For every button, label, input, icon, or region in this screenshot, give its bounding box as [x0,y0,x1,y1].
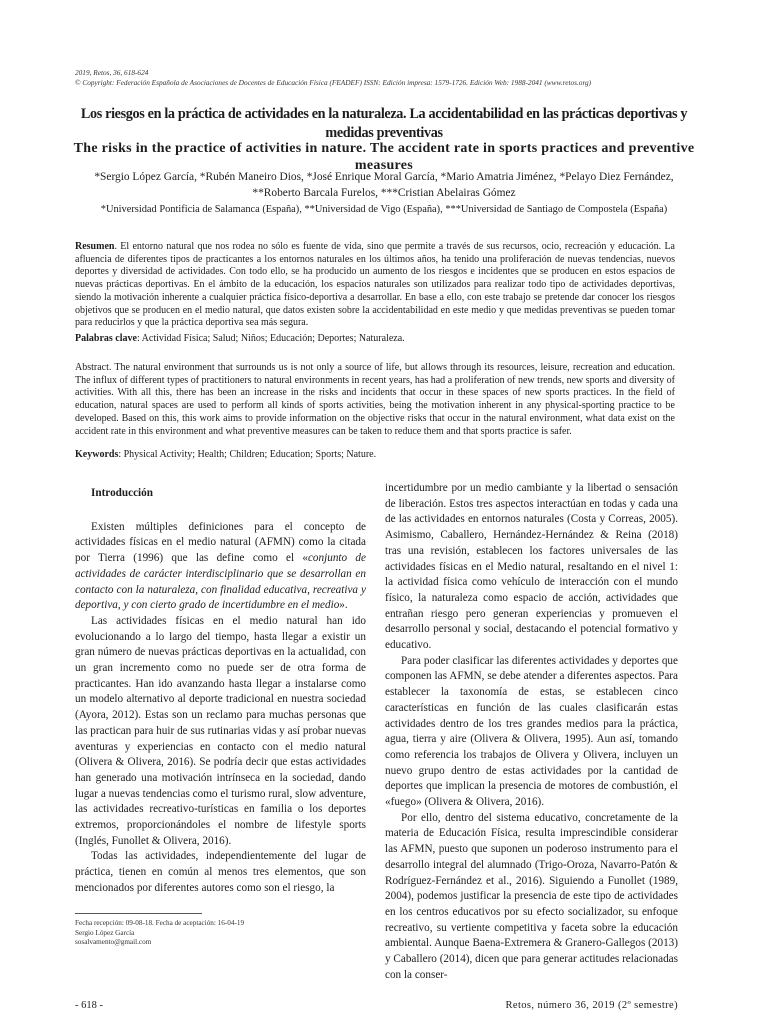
paragraph-text: Existen múltiples definiciones para el concepto de actividades físicas en el medio natural (AFMN) como la citada por Tierra (1996) que las define como el « [75,520,366,565]
paragraph: Para poder clasificar las diferentes actividades y deportes que componen las AFMN, se debe atender a diferentes aspectos. Para establecer la taxonomía de estas, se establecen cinco características en función de las cuales clasificarán estas actividades dentro de los tres grandes medios para la práctica, agua, tierra y aire (Olivera & Olivera, 1995). Aun así, tomando como referencia los trabajos de Olivera y Olivera, incluyen un nuevo grupo dentro de estas actividades por la cantidad de deportes que implican la presencia de motores de combustión, el «fuego» (Olivera & Olivera, 2016). [385,654,678,809]
paragraph-text: ». [339,599,348,612]
body-column-right [385,481,678,984]
received-dates: Fecha recepción: 09-08-18. Fecha de aceptación: 16-04-19 [75,919,245,927]
section-heading: Introducción [91,487,153,499]
paragraph: incertidumbre por un medio cambiante y la libertad o sensación de liberación. Estos tres aspectos interactúan en todas y cada una de las actividades en entornos naturales (Costa y Correas, 2005). Asimismo, Caballero, Hernández-Hernández & Reina (2018) tras una revisión, establecen los factores universales de las actividades físicas en el Medio natural, resaltando en el nivel 1: la actividad física como vehículo de interacción con el mundo físico, la naturaleza como espacio de acción, actividades que entrañan riesgo pero generan experiencias y promueven el desarrollo personal y social, destacando el potencial formativo y educativo. [385,482,678,652]
keywords-spanish [75,333,675,346]
corresponding-author: Sergio López García [75,928,135,937]
title-spanish: Los riesgos en la práctica de actividades en la naturaleza. La accidentabilidad en las prácticas deportivas y medidas preventivas [80,106,688,141]
keywords-text-es: : Actividad Física; Salud; Niños; Educación; Deportes; Naturaleza. [136,333,405,344]
keywords-english [75,449,675,462]
journal-footer: Retos, número 36, 2019 (2º semestre) [505,1000,678,1011]
copyright-line: © Copyright: Federación Española de Asociaciones de Docentes de Educación Física (FEADEF) ISSN: Edición impresa: 1579-1726. Edición Web: 1988-2041 (www.retos.org) [75,78,592,87]
footnote-divider [75,913,202,914]
paragraph: Todas las actividades, independientemente del lugar de práctica, tienen en común al menos tres elementos, que son mencionados por diferentes autores como son el riesgo, la [75,850,366,894]
keywords-label-en: Keywords [75,449,119,460]
paragraph [75,520,366,614]
abstract-label: Resumen [75,241,115,252]
keywords-label-es: Palabras clave [75,333,137,344]
paragraph: Por ello, dentro del sistema educativo, concretamente de la materia de Educación Física, resulta imprescindible considerar las AFMN, puesto que suponen un poderoso instrumento para el desarrollo integral del alumnado (Trigo-Oroza, Navarro-Patón & Rodríguez-Fernández et al., 2016). Siguiendo a Funollet (1989, 2004), podemos justificar la presencia de este tipo de actividades en los centros educativos por su efecto socializador, su enfoque recreativo, su vertiente competitiva y faceta sobre la educación ambiental. Aunque Baena-Extremera & Granero-Gallegos (2013) y Caballero (2014), dicen que para generar actitudes relacionadas con la conser- [385,811,678,981]
abstract-spanish [75,241,675,330]
abstract-text-es: . El entorno natural que nos rodea no sólo es fuente de vida, sino que permite a través de sus recursos, ocio, recreación y educación. La afluencia de diferentes tipos de practicantes a los entornos naturales en los últimos años, ha tenido una proliferación de nuevas tendencias, nuevos deportes y diversidad de actividades. Con todo ello, se ha producido un aumento de los riesgos e incidentes que se producen en estos espacios de nuevas prácticas deportivas. En el ámbito de la educación, los espacios naturales son utilizados para realizar todo tipo de actividades deportivas, siendo la motivación inherente a cualquier práctica físico-deportiva a desarrollar. En base a ello, con este trabajo se pretende dar conocer los riesgos objetivos que se producen en el medio natural, que datos existen sobre la accidentabilidad en este medio y que medidas preventivas se pueden tomar para reducirlos y que la práctica deportiva sea más segura. [75,241,675,329]
body-column-left [75,486,366,897]
affiliations: *Universidad Pontificia de Salamanca (España), **Universidad de Vigo (España), ***Universidad de Santiago de Compostela (España) [100,204,668,215]
footnote [75,919,365,948]
page-number: - 618 - [75,1000,103,1011]
title-english: The risks in the practice of activities in nature. The accident rate in sports practices and preventive measures [73,141,695,173]
journal-citation: 2019, Retos, 36, 618-624 [75,68,149,77]
author-email: sosalvamento@gmail.com [75,938,152,947]
keywords-text-en: : Physical Activity; Health; Children; Education; Sports; Nature. [118,449,377,460]
paragraph: Las actividades físicas en el medio natural han ido evolucionando a lo largo del tiempo, hasta llegar a existir un gran número de nuevas prácticas deportivas en la actualidad, con un gran incremento como no puede ser de otra forma de practicantes. Han ido avanzando hasta llegar a instalarse como un modelo alternativo al deporte tradicional en nuestra sociedad (Ayora, 2012). Estas son un reclamo para muchas personas que las practican para huir de sus rutinarias vidas y así probar nuevas aventuras y experiencias en contacto con el medio natural (Olivera & Olivera, 2016). Se podría decir que estas actividades han generado una motivación intrínseca en la sociedad, dando lugar a nuevas tendencias como el turismo rural, slow adventure, las actividades recreativo-turísticas en familia o los deportes extremos, proporcionándoles el nombre de lifestyle sports (Inglés, Funollet & Olivera, 2016). [75,614,366,847]
journal-header [75,68,695,88]
author-list: *Sergio López García, *Rubén Maneiro Dios, *José Enrique Moral García, *Mario Amatria Jiménez, *Pelayo Diez Fernández, **Roberto Barcala Furelos, ***Cristian Abelairas Gómez [94,171,674,199]
abstract-english: Abstract. The natural environment that surrounds us is not only a source of life, but allows through its resources, leisure, recreation and education. The influx of different types of practitioners to natural environments in recent years, has had a proliferation of new trends, new sports and diversity of activities. With all this, there has been an increase in the risks and incidents that occur in these spaces of new sports practices. In the field of education, natural spaces are used to perform all kinds of sports activities, being the motivation inherent in any physical-sporting practice to be developed. Based on this, this work aims to provide information on the objective risks that occur in the natural environment, what data exist on the accident rate in this environment and what preventive measures can be taken to reduce them and that sports practice is safer. [75,362,675,437]
definition-quote: conjunto de actividades de carácter interdisciplinario que se desarrollan en contacto con la naturaleza, con finalidad educativa, recreativa y deportiva, y con cierto grado de incertidumbre en el medio [75,552,366,612]
